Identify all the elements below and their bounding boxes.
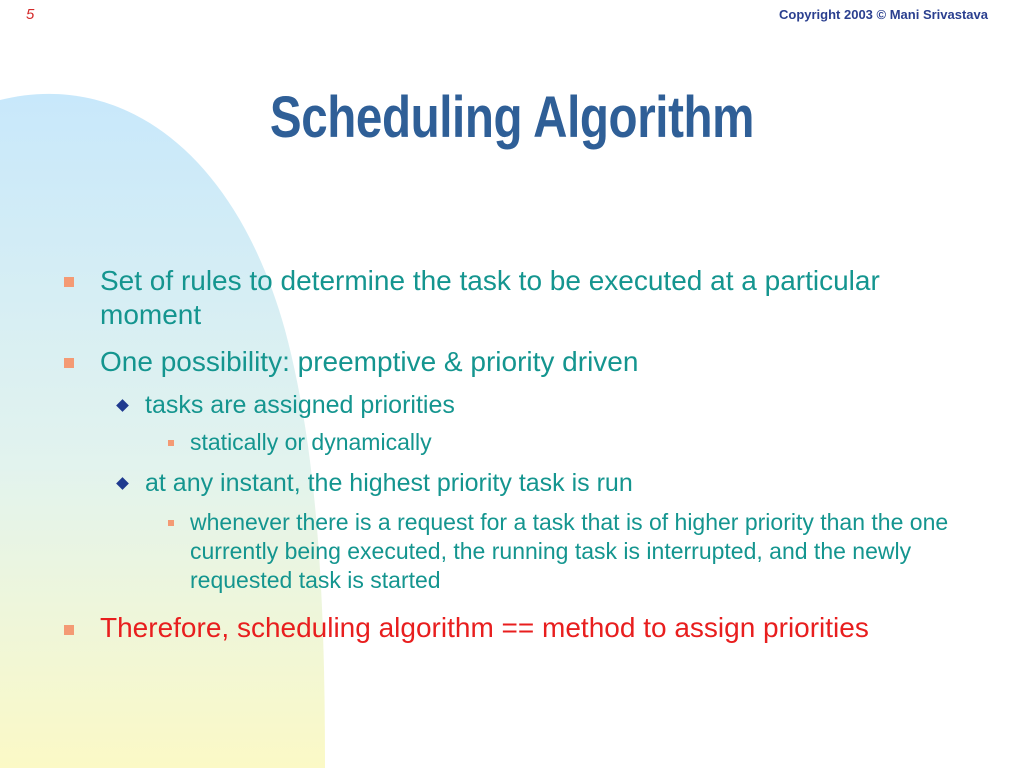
square-bullet-icon [64, 625, 74, 635]
bullet-item-highest-priority: at any instant, the highest priority task is run [145, 469, 633, 497]
slide-title: Scheduling Algorithm [269, 85, 755, 150]
small-square-bullet-icon [168, 440, 174, 446]
bullet-item-therefore: Therefore, scheduling algorithm == method to assign priorities [100, 612, 869, 643]
copyright-notice: Copyright 2003 © Mani Srivastava [779, 7, 988, 22]
diamond-bullet-icon [116, 477, 129, 490]
square-bullet-icon [64, 358, 74, 368]
bullet-item-assigned-priorities: tasks are assigned priorities [145, 391, 455, 419]
bullet-item-static-dynamic: statically or dynamically [190, 429, 432, 455]
bullet-item-preemption-detail: whenever there is a request for a task that is of higher priority than the one currently being executed, the running task is interrupted, and the newly requested task is started [190, 509, 949, 593]
square-bullet-icon [64, 277, 74, 287]
bullet-item-possibility: One possibility: preemptive & priority driven [100, 346, 639, 377]
diamond-bullet-icon [116, 399, 129, 412]
bullet-item-rules: Set of rules to determine the task to be executed at a particular moment [100, 265, 880, 330]
slide-number: 5 [26, 6, 35, 23]
small-square-bullet-icon [168, 520, 174, 526]
